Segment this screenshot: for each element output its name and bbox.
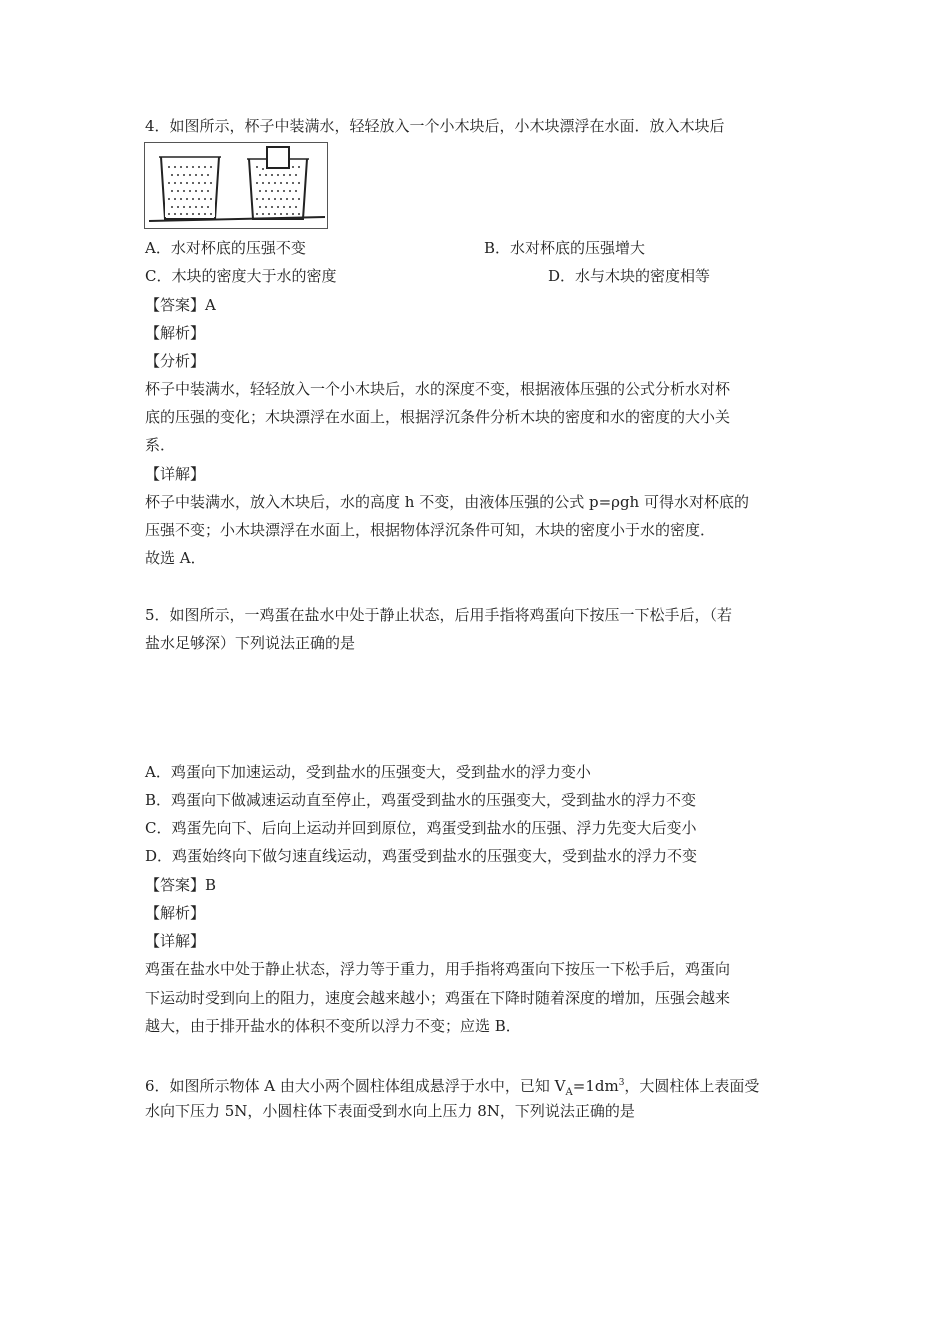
q6-unit-superscript: 3 <box>618 1078 625 1088</box>
q4-detail-line-2: 压强不变；小木块漂浮在水面上，根据物体浮沉条件可知，木块的密度小于水的密度． <box>145 521 716 539</box>
q6-stem-post: ，大圆柱体上表面受 <box>624 1077 760 1095</box>
q4-fenxi-line-2: 底的压强的变化；木块漂浮在水面上，根据浮沉条件分析木块的密度和水的密度的大小关 <box>145 408 731 426</box>
q5-detail-line-1: 鸡蛋在盐水中处于静止状态，浮力等于重力，用手指将鸡蛋向下按压一下松手后，鸡蛋向 <box>145 960 731 978</box>
q6-stem-line-1 <box>145 1073 759 1103</box>
q5-option-b: B．鸡蛋向下做减速运动直至停止，鸡蛋受到盐水的压强变大，受到盐水的浮力不变 <box>145 791 697 809</box>
q5-stem-line-1: 5．如图所示，一鸡蛋在盐水中处于静止状态，后用手指将鸡蛋向下按压一下松手后，（若 <box>145 606 733 624</box>
q6-stem-pre: 6．如图所示物体 A 由大小两个圆柱体组成悬浮于水中，已知 V <box>145 1077 566 1095</box>
q4-fenxi-line-3: 系． <box>145 436 176 454</box>
q4-fenxi-line-1: 杯子中装满水，轻轻放入一个小木块后，水的深度不变，根据液体压强的公式分析水对杯 <box>145 380 731 398</box>
q5-answer: 【答案】B <box>145 876 217 894</box>
right-cup-water <box>256 166 300 215</box>
q4-cups-figure <box>144 142 328 229</box>
q4-fenxi-label: 【分析】 <box>145 352 206 370</box>
q4-option-b: B．水对杯底的压强增大 <box>484 239 646 257</box>
q4-detail-label: 【详解】 <box>145 465 206 483</box>
q5-detail-line-2: 下运动时受到向上的阻力，速度会越来越小；鸡蛋在下降时随着深度的增加，压强会越来 <box>145 989 731 1007</box>
q5-option-d: D．鸡蛋始终向下做匀速直线运动，鸡蛋受到盐水的压强变大，受到盐水的浮力不变 <box>145 847 698 865</box>
q5-analysis-label: 【解析】 <box>145 904 206 922</box>
cups-illustration <box>145 143 327 228</box>
q4-option-a: A．水对杯底的压强不变 <box>145 239 306 257</box>
q5-option-a: A．鸡蛋向下加速运动，受到盐水的压强变大，受到盐水的浮力变小 <box>145 763 591 781</box>
q4-option-c: C．木块的密度大于水的密度 <box>145 267 337 285</box>
q5-detail-label: 【详解】 <box>145 932 206 950</box>
q6-volume-subscript: A <box>565 1087 573 1098</box>
q4-answer: 【答案】A <box>145 296 216 314</box>
wood-block <box>267 147 289 168</box>
q4-option-d: D．水与木块的密度相等 <box>548 267 711 285</box>
q5-detail-line-3: 越大，由于排开盐水的体积不变所以浮力不变；应选 B． <box>145 1017 521 1035</box>
q6-stem-line-2: 水向下压力 5N，小圆柱体下表面受到水向上压力 8N，下列说法正确的是 <box>145 1102 635 1120</box>
q4-detail-line-1: 杯子中装满水，放入木块后，水的高度 h 不变，由液体压强的公式 p=ρgh 可得水对杯底的 <box>145 493 749 511</box>
q4-analysis-label: 【解析】 <box>145 324 206 342</box>
q5-option-c: C．鸡蛋先向下、后向上运动并回到原位，鸡蛋受到盐水的压强、浮力先变大后变小 <box>145 819 697 837</box>
q4-stem: 4．如图所示，杯子中装满水，轻轻放入一个小木块后，小木块漂浮在水面．放入木块后 <box>145 117 725 135</box>
q6-stem-mid: =1dm <box>572 1077 619 1095</box>
q5-stem-line-2: 盐水足够深）下列说法正确的是 <box>145 634 356 652</box>
q4-detail-line-3: 故选 A． <box>145 549 206 567</box>
